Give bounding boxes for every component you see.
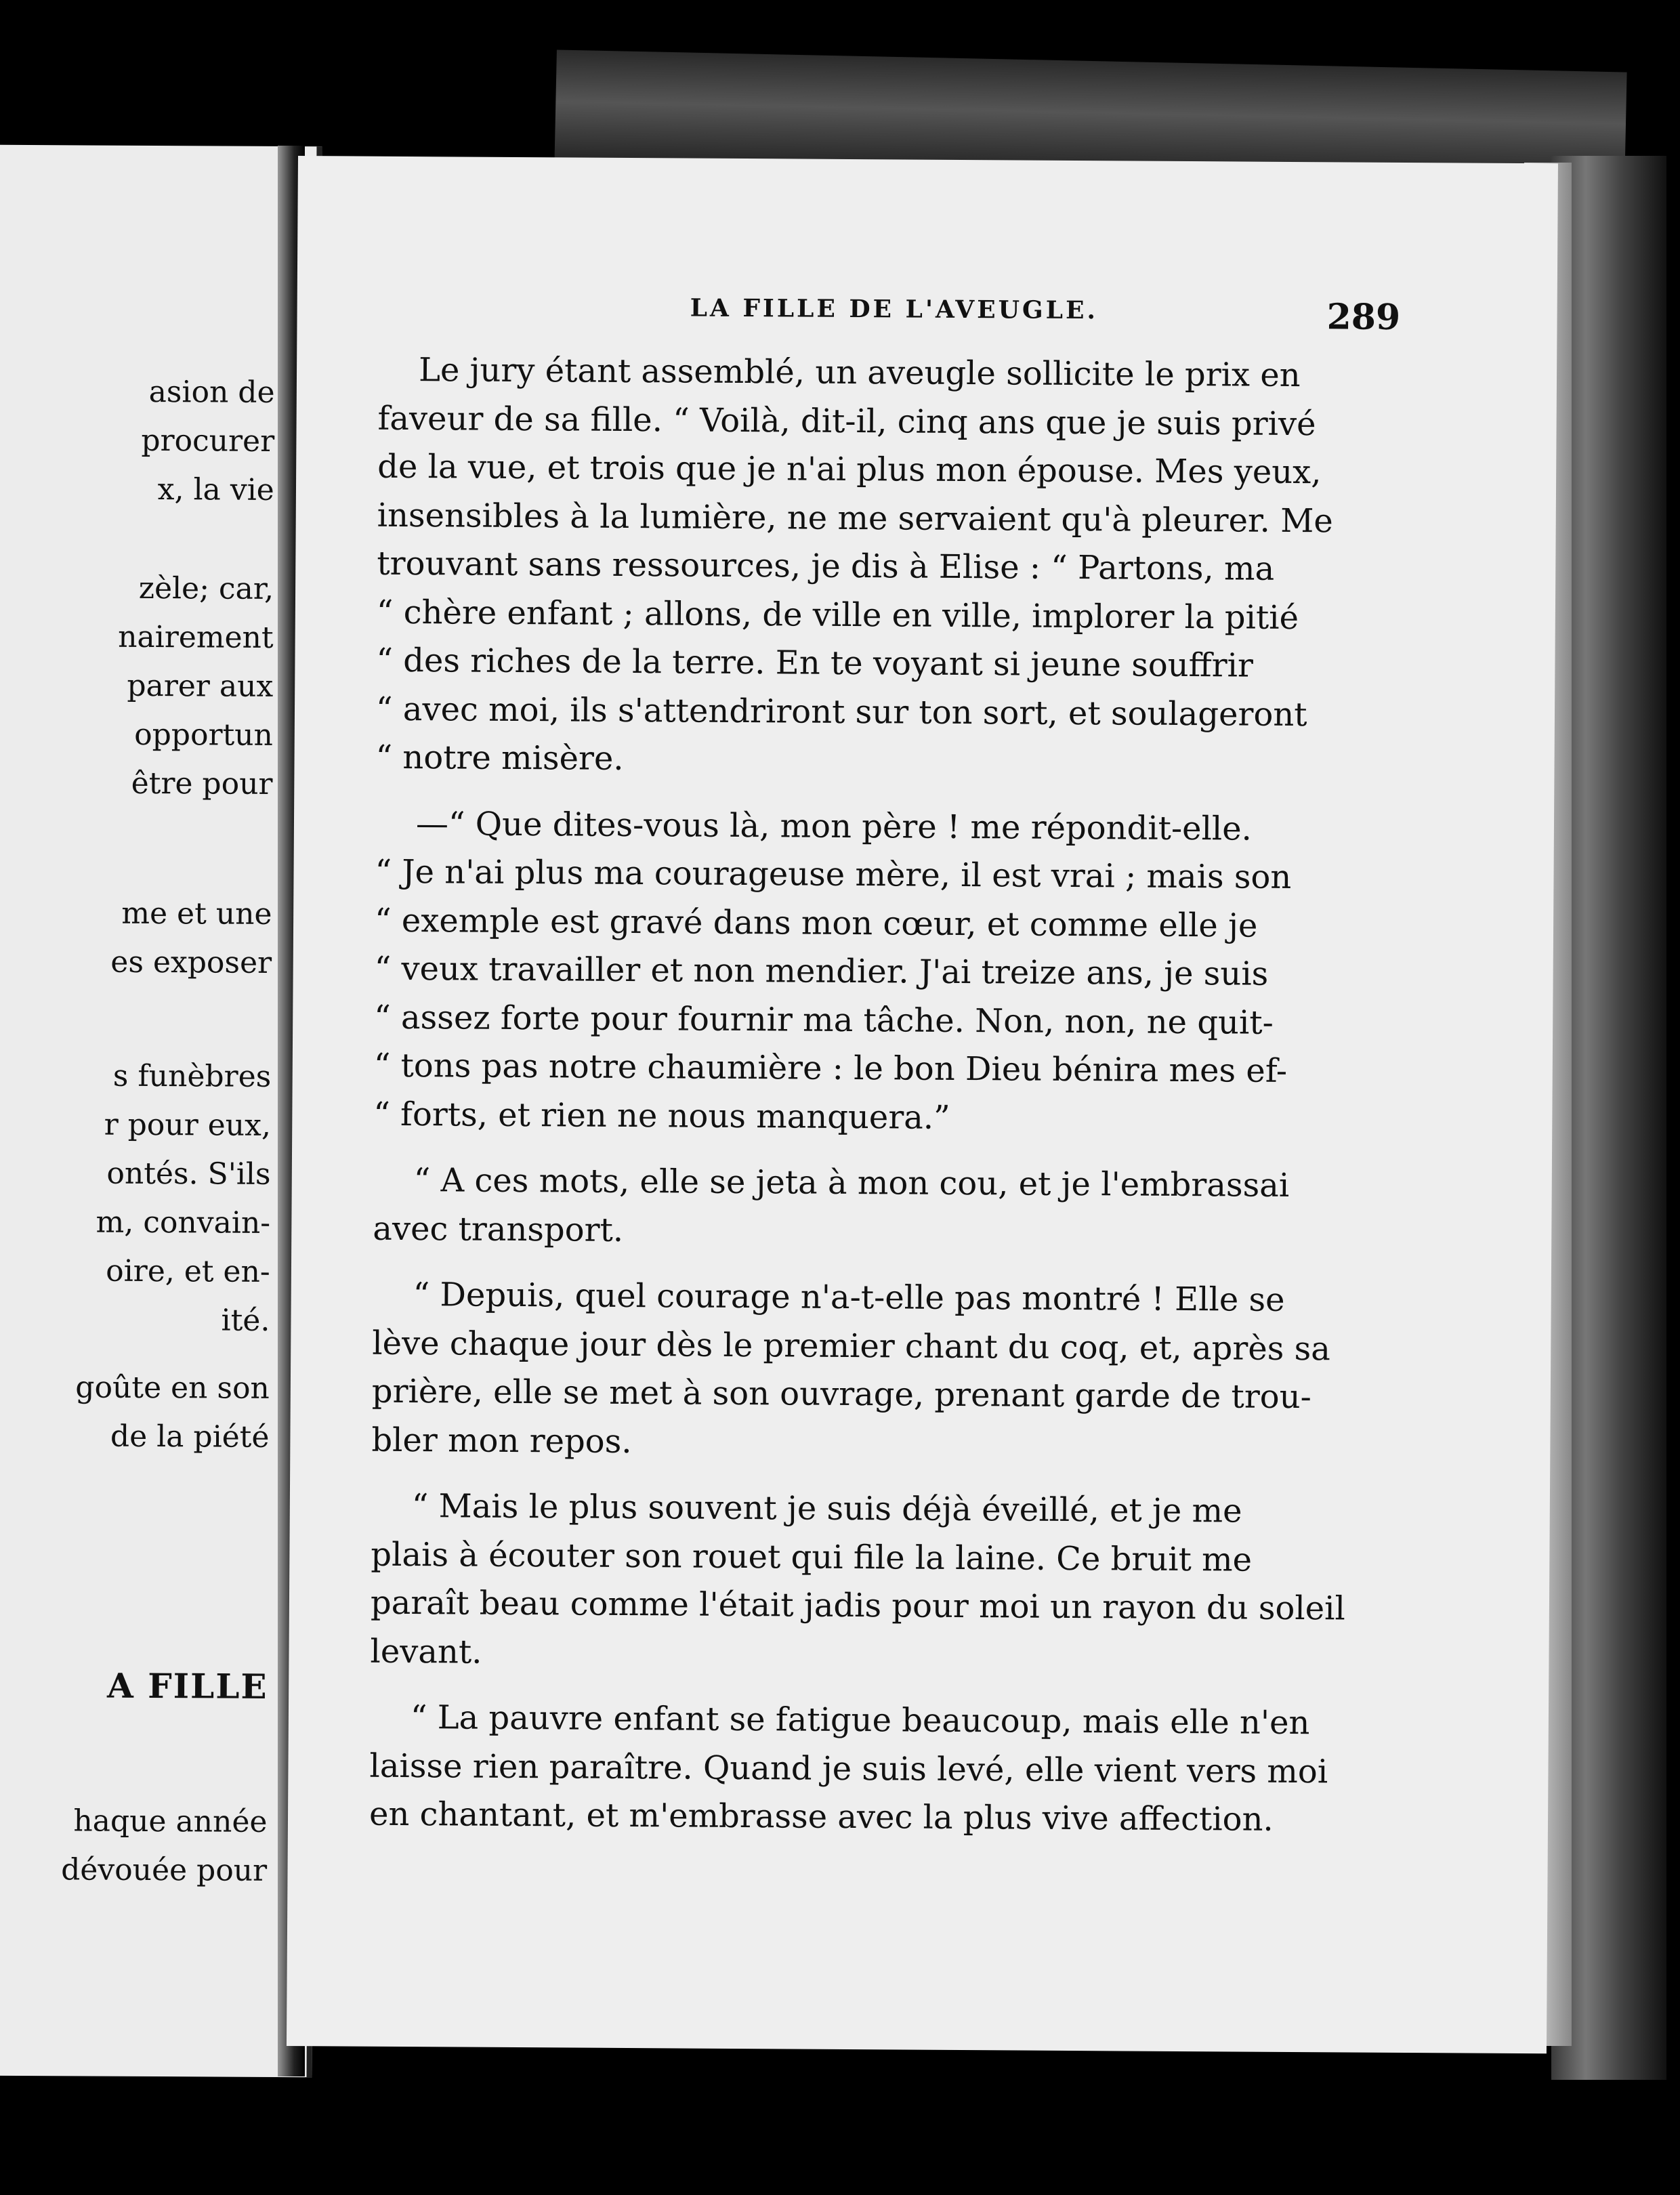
page-number: 289	[1326, 296, 1401, 338]
left-page-text	[0, 145, 289, 1888]
left-line: asion de	[148, 374, 275, 410]
left-line: zèle; car,	[138, 570, 274, 606]
text-line: levant.	[370, 1632, 482, 1671]
left-line: me et une	[121, 896, 272, 932]
text-line: “ tons pas notre chaumière : le bon Dieu bénira mes ef-	[373, 1046, 1288, 1090]
left-line: être pour	[131, 766, 273, 801]
text-line: en chantant, et m'embrasse avec la plus vive affection.	[369, 1795, 1274, 1839]
text-line: “ avec moi, ils s'attendriront sur ton sort, et soulageront	[375, 690, 1307, 734]
left-line: m, convain-	[96, 1205, 271, 1240]
text-line: lève chaque jour dès le premier chant du coq, et, après sa	[372, 1324, 1331, 1368]
left-line: goûte en son	[75, 1370, 270, 1406]
left-line: es exposer	[110, 944, 272, 980]
text-line: —“ Que dites-vous là, mon père ! me répondit-elle.	[415, 804, 1253, 848]
paragraph	[375, 346, 1387, 789]
text-line: prière, elle se met à son ouvrage, prenant garde de trou-	[371, 1372, 1311, 1417]
left-line: parer aux	[127, 668, 274, 704]
left-line: haque année	[73, 1803, 268, 1839]
left-line: x, la vie	[157, 472, 274, 507]
left-line: ontés. S'ils	[106, 1156, 271, 1192]
body-text	[369, 346, 1388, 1863]
paragraph	[373, 1156, 1383, 1259]
text-line: “ des riches de la terre. En te voyant si jeune souffrir	[376, 641, 1254, 685]
text-line: trouvant sans ressources, je dis à Elise : “ Partons, ma	[377, 544, 1275, 588]
text-line: faveur de sa fille. “ Voilà, dit-il, cinq ans que je suis privé	[377, 399, 1316, 443]
text-line: “ chère enfant ; allons, de ville en ville, implorer la pitié	[376, 593, 1299, 637]
left-line: s funèbres	[112, 1058, 272, 1094]
text-line: “ Depuis, quel courage n'a-t-elle pas montré ! Elle se	[413, 1276, 1285, 1319]
left-line: nairement	[118, 619, 274, 655]
text-line: “ assez forte pour fournir ma tâche. Non, non, ne quit-	[374, 998, 1274, 1042]
paragraph	[369, 1694, 1379, 1845]
left-line: r pour eux,	[104, 1107, 272, 1143]
left-line: opportun	[134, 717, 274, 753]
text-line: plais à écouter son rouet qui file la laine. Ce bruit me	[371, 1535, 1253, 1579]
left-line: dévouée pour	[61, 1852, 268, 1888]
text-line: de la vue, et trois que je n'ai plus mon épouse. Mes yeux,	[377, 447, 1322, 492]
text-line: “ forts, et rien ne nous manquera.”	[373, 1095, 950, 1137]
left-line: ité.	[221, 1303, 270, 1338]
text-line: avec transport.	[373, 1209, 624, 1249]
left-line: procurer	[141, 423, 275, 459]
paragraph	[373, 799, 1385, 1145]
text-line: “ notre misère.	[375, 738, 624, 778]
left-section-heading: A FILLE	[106, 1665, 268, 1707]
text-line: “ A ces mots, elle se jeta à mon cou, et je l'embrassai	[413, 1161, 1290, 1205]
text-line: “ Mais le plus souvent je suis déjà éveillé, et je me	[411, 1487, 1242, 1530]
text-line: “ exemple est gravé dans mon cœur, et comme elle je	[374, 901, 1258, 945]
paragraph	[370, 1482, 1381, 1682]
text-line: “ La pauvre enfant se fatigue beaucoup, mais elle n'en	[410, 1698, 1310, 1742]
left-line: oire, et en-	[106, 1253, 270, 1289]
running-head: LA FILLE DE L'AVEUGLE.	[690, 293, 1099, 325]
paragraph	[371, 1271, 1382, 1471]
left-line: de la piété	[110, 1419, 270, 1455]
text-line: “ Je n'ai plus ma courageuse mère, il est vrai ; mais son	[375, 852, 1292, 896]
right-page	[287, 156, 1558, 2053]
text-line: Le jury étant assemblé, un aveugle sollicite le prix en	[418, 351, 1301, 395]
text-line: paraît beau comme l'était jadis pour moi un rayon du soleil	[370, 1583, 1346, 1628]
text-line: “ veux travailler et non mendier. J'ai treize ans, je suis	[374, 949, 1269, 993]
text-line: insensibles à la lumière, ne me servaient qu'à pleurer. Me	[377, 496, 1333, 540]
text-line: bler mon repos.	[371, 1421, 632, 1461]
text-line: laisse rien paraître. Quand je suis levé, elle vient vers moi	[369, 1747, 1328, 1791]
left-page	[0, 145, 322, 2078]
